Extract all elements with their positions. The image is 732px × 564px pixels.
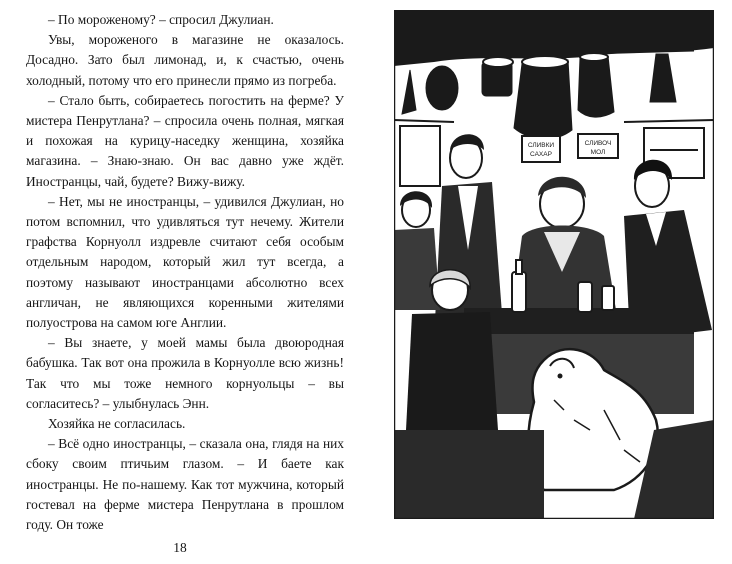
shop-illustration [394,10,714,519]
left-page-text [26,10,344,535]
svg-text:МОЛ: МОЛ [590,149,606,156]
svg-text:САХАР: САХАР [530,151,552,158]
paragraph: – Нет, мы не иностранцы, – удивился Джулиан, но потом вспомнил, что удивляться тут нечему. Жители графства Корнуолл издревле считают себя особым отдельным народом, который жил тут всегда, а поэтому называют иностранцами абсолютно всех англичан, не являющихся коренными жителями полуострова на самом юге Англии. [26,193,344,331]
paragraph: – Стало быть, собираетесь погостить на ферме? У мистера Пенрутлана? – спросила очень полная, мягкая и похожая на курицу-наседку женщина, хозяйка магазина. – Знаю-знаю. Он вас давно уже ждёт. Иностранцы, чай, будете? Вижу-вижу. [26,92,344,189]
sign-2: СЛИВОЧ [584,140,612,147]
paragraph: Хозяйка не согласилась. [48,416,186,432]
paragraph: – Всё одно иностранцы, – сказала она, глядя на них сбоку своим птичьим глазом. – И баете как иностранцы. Не по-нашему. Как тот мужчина, который гостевал на ферме мистера Пенрутлана в прошлом году. Он тоже [26,436,344,533]
sign-1: СЛИВКИ [527,142,555,149]
paragraph: Увы, мороженого в магазине не оказалось. Досадно. Зато был лимонад, и, к счастью, очень холодный, потому что его принесли прямо из погреба. [26,32,344,88]
illustration-drawing [394,10,714,519]
paragraph: – По мороженому? – спросил Джулиан. [48,12,274,27]
page-number: 18 [173,540,187,555]
paragraph: – Вы знаете, у моей мамы была двоюродная бабушка. Так вот она прожила в Корнуолле всю жизнь! Так что мы тоже немного корнуольцы – вы согласитесь? – улыбнулась Энн. [26,335,344,411]
